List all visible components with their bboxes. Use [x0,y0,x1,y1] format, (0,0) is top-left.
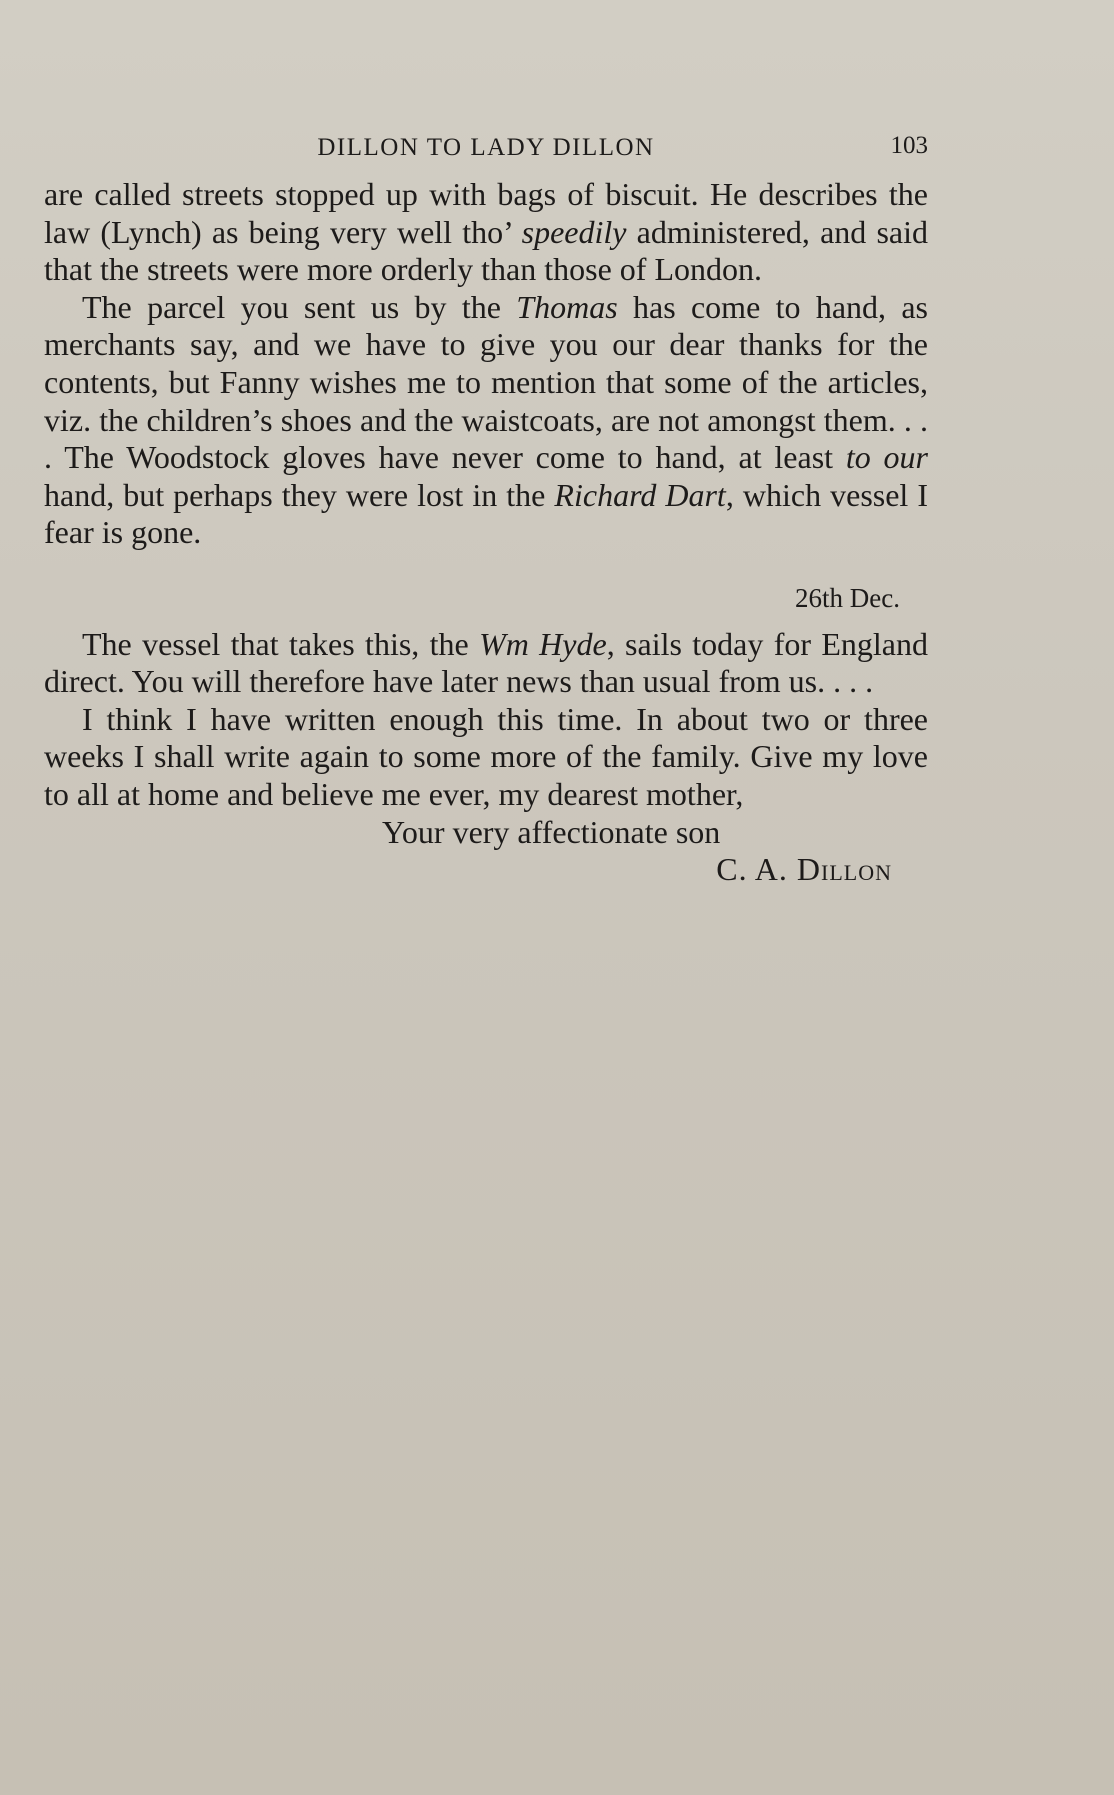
paragraph-2-italic-to-our: to our [845,439,929,476]
signature: C. A. Dillon [716,851,892,888]
page-number: 103 [890,132,928,159]
paragraph-1-text: are called streets stopped up with bags of biscuit. He describes the law (Lynch) as being very well tho’ [44,176,928,250]
paragraph-3 [44,626,928,701]
paragraph-4-text: I think I have written enough this time. In about two or three weeks I shall write again to some more of the family. Give my love to all at home and believe me ever, my dearest mother, [44,700,928,812]
closing-line: Your very affectionate son [382,813,721,850]
signoff [44,814,928,889]
ship-name-wm-hyde: Wm Hyde [479,625,607,662]
paragraph-2-part-4: , which vessel I fear is gone. [44,476,929,551]
running-title: DILLON TO LADY DILLON [317,134,655,161]
letter-body [44,176,928,889]
paragraph-2-part-1: The parcel you sent us by the [82,288,517,325]
running-head [44,132,928,168]
paragraph-4 [44,701,928,814]
ship-name-thomas: Thomas [516,288,618,325]
dateline: 26th Dec. [795,582,900,613]
paragraph-2-part-3: hand, but perhaps they were lost in the [44,476,555,513]
paragraph-1-rest: administered, and said that the streets were more orderly than those of London. [44,213,929,288]
paragraph-1 [44,176,928,289]
paragraph-3-part-1: The vessel that takes this, the [82,625,480,662]
ship-name-richard-dart: Richard Dart [554,476,726,513]
paragraph-2 [44,289,928,552]
paragraph-3-part-2: , sails today for England direct. You will therefore have later news than usual from us. . . . [44,625,929,700]
paragraph-2-part-2: has come to hand, as merchants say, and we have to give you our dear thanks for the contents, but Fanny wishes me to mention that some of the articles, viz. the children’s shoes and the waistcoats, are not amongst them. . . . The Woodstock gloves have never come to hand, at least [44,288,928,476]
paragraph-1-italic: speedily [521,213,627,250]
